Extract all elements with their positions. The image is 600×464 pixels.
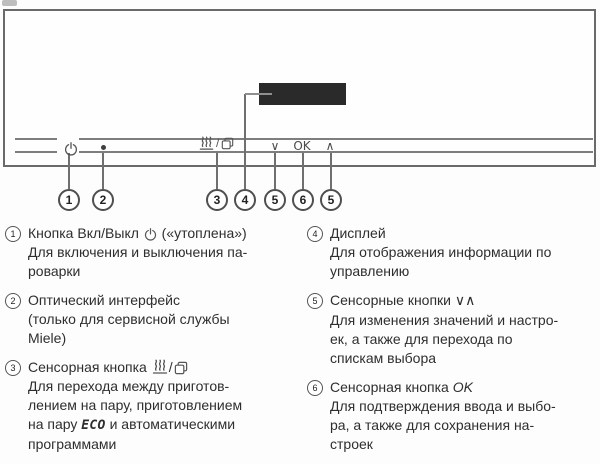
legend-item-line <box>330 311 558 330</box>
up-symbol: ∧ <box>325 139 335 153</box>
callout-badge: 4 <box>307 226 323 242</box>
callout-number: 5 <box>320 189 342 211</box>
legend-item-line <box>330 330 558 349</box>
panel-groove-line <box>15 138 57 140</box>
text: ек, а также для перехода по <box>330 331 513 347</box>
text: управлению <box>330 263 410 279</box>
legend-text <box>28 224 247 281</box>
legend-item-title <box>28 224 247 243</box>
text: Для перехода между приготов- <box>28 378 230 394</box>
callout-number: 1 <box>58 189 80 211</box>
callout-number: 2 <box>92 189 114 211</box>
steam-icon <box>199 136 214 151</box>
arrow-symbols: ∨∧ <box>454 293 476 309</box>
legend-item-title <box>28 291 230 310</box>
text: Miele) <box>28 330 67 346</box>
scan-artifact <box>2 0 17 6</box>
legend-item-line <box>28 396 242 415</box>
text: Дисплей <box>330 225 386 241</box>
legend-item-line <box>330 349 558 368</box>
panel-groove-line <box>15 151 57 153</box>
italic-text: OK <box>452 379 473 395</box>
legend-item <box>307 378 600 454</box>
callout-badge: 6 <box>307 380 323 396</box>
legend-item-line <box>330 262 551 281</box>
text: Для изменения значений и настро- <box>330 312 559 328</box>
steam-icon <box>152 359 168 375</box>
legend-item-line <box>28 310 230 329</box>
legend-item-line <box>28 435 242 454</box>
callout-line <box>244 94 246 189</box>
callout-line <box>102 153 104 189</box>
text: лением на пару, приготовлением <box>28 397 243 413</box>
legend-text <box>28 358 242 454</box>
legend <box>0 224 600 464</box>
text: и автоматическими <box>105 416 236 432</box>
programs-icon <box>174 361 188 375</box>
legend-item <box>307 224 600 281</box>
down-symbol: ∨ <box>270 139 280 153</box>
legend-item <box>5 291 302 348</box>
legend-item-line <box>330 435 556 454</box>
text: спискам выбора <box>330 350 437 366</box>
legend-text <box>28 291 230 348</box>
text: Для включения и выключения па- <box>28 244 248 260</box>
text: на пару <box>28 416 82 432</box>
text: (только для сервисной службы <box>28 311 230 327</box>
callout-badge: 2 <box>5 293 21 309</box>
legend-item <box>5 224 302 281</box>
legend-item-title <box>330 291 558 311</box>
legend-item-title <box>330 378 556 397</box>
text: / <box>168 359 173 375</box>
display <box>259 83 346 105</box>
callout-line <box>274 153 276 189</box>
legend-item-line <box>28 262 247 281</box>
legend-text <box>330 224 551 281</box>
text: строек <box>330 436 373 452</box>
legend-item-line <box>28 415 242 435</box>
callout-number: 3 <box>206 189 228 211</box>
legend-item-line <box>330 397 556 416</box>
legend-item-title <box>28 358 242 377</box>
callout-badge: 3 <box>5 360 21 376</box>
display-callout-line <box>245 93 272 95</box>
callout-number: 5 <box>264 189 286 211</box>
text: Кнопка Вкл/Выкл <box>28 225 143 241</box>
text: Сенсорные кнопки <box>330 292 455 308</box>
panel-groove-line <box>79 151 593 153</box>
text: ра, а также для сохранения на- <box>330 417 535 433</box>
callout-line <box>330 153 332 189</box>
legend-item-title <box>330 224 551 243</box>
slash-separator: / <box>216 136 220 150</box>
programs-icon <box>221 137 234 150</box>
legend-text <box>330 378 556 454</box>
legend-item-line <box>28 243 247 262</box>
callout-badge: 5 <box>307 293 323 309</box>
legend-item <box>5 358 302 454</box>
eco-mode-label: ECO <box>81 418 106 433</box>
legend-item-line <box>28 377 242 396</box>
ok-symbol: OK <box>293 139 311 153</box>
text: роварки <box>28 263 81 279</box>
callout-number: 4 <box>234 189 256 211</box>
text: Сенсорная кнопка <box>28 359 151 375</box>
legend-column-left <box>0 224 302 464</box>
text: («утоплена») <box>157 225 247 241</box>
callout-line <box>68 153 70 189</box>
power-icon <box>144 228 157 241</box>
text: программами <box>28 436 117 452</box>
steam-programs-icon <box>198 136 235 151</box>
legend-item-line <box>28 329 230 348</box>
callout-badge: 1 <box>5 226 21 242</box>
text: Для подтверждения ввода и выбо- <box>330 398 556 414</box>
legend-item-line <box>330 416 556 435</box>
callout-line <box>302 153 304 189</box>
text: Сенсорная кнопка <box>330 379 453 395</box>
legend-item <box>307 291 600 368</box>
text: Оптический интерфейс <box>28 292 180 308</box>
legend-column-right <box>302 224 600 464</box>
power-icon <box>64 142 78 156</box>
text: Для отображения информации по <box>330 244 552 260</box>
panel-groove-line <box>79 138 593 140</box>
power-icon <box>63 140 79 158</box>
callout-number: 6 <box>292 189 314 211</box>
optical-interface-dot <box>101 145 106 150</box>
callout-line <box>216 153 218 189</box>
legend-item-line <box>330 243 551 262</box>
legend-text <box>330 291 558 368</box>
